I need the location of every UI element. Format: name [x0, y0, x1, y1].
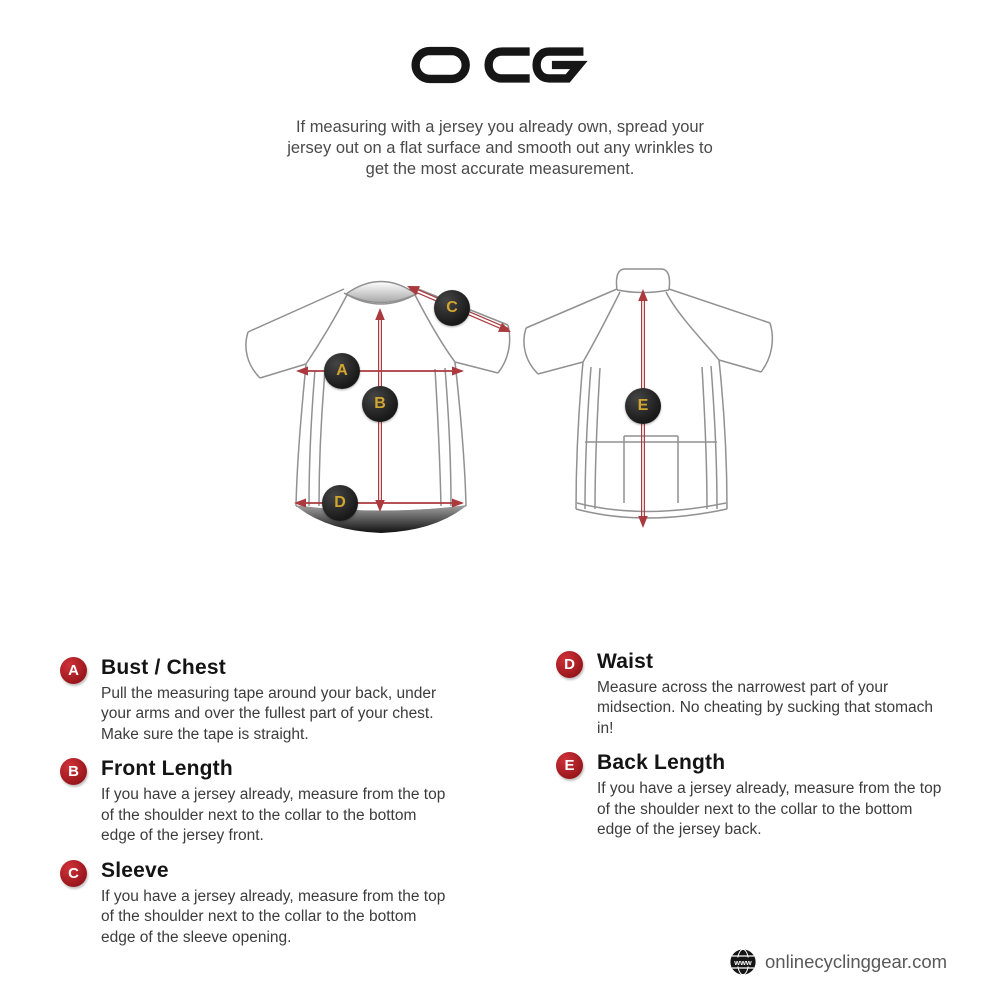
measuring-instructions: If measuring with a jersey you already own, spread your jersey out on a flat surface and smooth out any wrinkles to get the most accurate measurement. [287, 118, 713, 178]
legend-item-title: Waist [597, 650, 654, 673]
svg-text:www: www [734, 957, 752, 967]
jersey-measurement-diagram [240, 266, 785, 566]
ocg-logo-graphic [411, 42, 589, 88]
legend-item-description: Measure across the narrowest part of your midsection. No cheating by sucking that stomach in! [597, 679, 934, 737]
legend-item-back-length [556, 751, 996, 840]
legend-item-title: Bust / Chest [101, 656, 226, 679]
legend-item-title: Front Length [101, 757, 233, 781]
marker-e: E [625, 388, 661, 424]
front-measurement-arrows [294, 286, 511, 512]
footer-branding [729, 948, 947, 976]
legend-right-column [556, 650, 996, 853]
legend-item-front-length [60, 757, 500, 846]
legend-item-sleeve [60, 859, 500, 948]
front-length-badge: B [60, 758, 87, 785]
ocg-logo [0, 42, 1000, 88]
marker-c: C [434, 290, 470, 326]
marker-d: D [322, 485, 358, 521]
back-length-badge: E [556, 752, 583, 779]
globe-www-icon [729, 948, 757, 976]
legend-item-title: Sleeve [101, 858, 169, 882]
waist-badge: D [556, 651, 583, 678]
bust-chest-badge: A [60, 657, 87, 684]
legend-item-waist [556, 650, 996, 739]
legend-item-bust-chest [60, 656, 500, 745]
marker-b: B [362, 386, 398, 422]
sleeve-badge: C [60, 860, 87, 887]
legend-item-description: If you have a jersey already, measure from the top of the shoulder next to the collar to the bottom edge of the jersey back. [597, 780, 942, 839]
legend-item-description: Pull the measuring tape around your back, under your arms and over the fullest part of your chest. Make sure the tape is straight. [101, 685, 437, 743]
legend-item-title: Back Length [597, 751, 726, 775]
marker-a: A [324, 353, 360, 389]
legend-item-description: If you have a jersey already, measure from the top of the shoulder next to the collar to the bottom edge of the sleeve opening. [101, 887, 446, 946]
legend-left-column [60, 656, 500, 960]
website-text: onlinecyclinggear.com [765, 951, 948, 972]
legend-item-description: If you have a jersey already, measure from the top of the shoulder next to the collar to the bottom edge of the jersey front. [101, 786, 446, 845]
